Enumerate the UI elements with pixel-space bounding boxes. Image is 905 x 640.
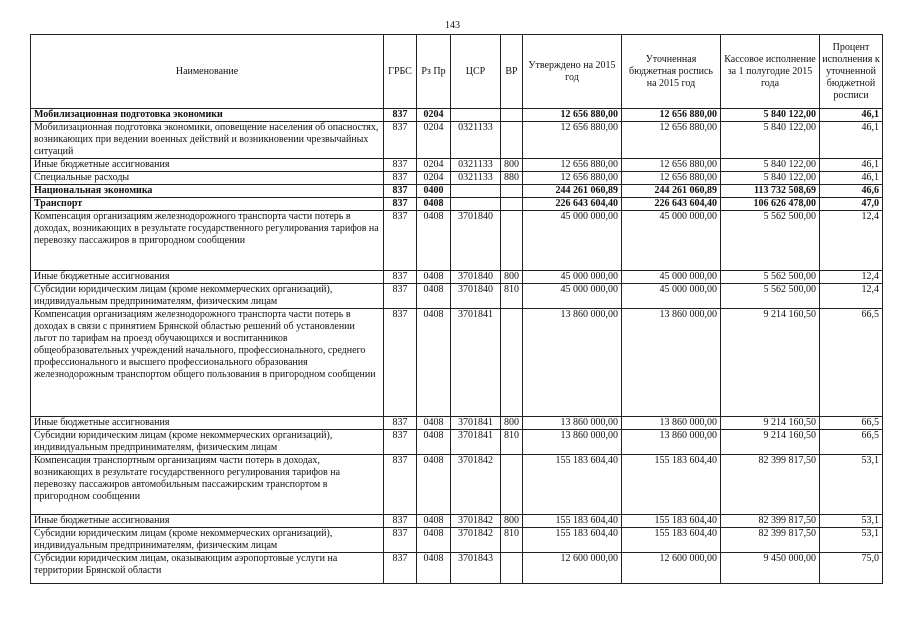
cell-rzpr: 0408 <box>417 211 451 271</box>
cell-name: Компенсация транспортным организациям части потерь в доходах, возникающих в результате государственного регулирования тарифов на перевозку пассажиров автомобильным пассажирским транспортом в пригородном сообщении <box>31 455 384 515</box>
cell-percent: 66,5 <box>820 309 883 417</box>
cell-percent: 46,1 <box>820 159 883 172</box>
cell-csr: 3701842 <box>451 528 501 553</box>
cell-vr: 880 <box>501 172 523 185</box>
cell-csr: 0321133 <box>451 172 501 185</box>
cell-vr <box>501 122 523 159</box>
cell-rzpr: 0204 <box>417 172 451 185</box>
cell-csr: 0321133 <box>451 159 501 172</box>
cell-percent: 46,1 <box>820 109 883 122</box>
header-rzpr: Рз Пр <box>417 35 451 109</box>
cell-rzpr: 0204 <box>417 109 451 122</box>
cell-percent: 12,4 <box>820 211 883 271</box>
table-body <box>31 109 883 584</box>
budget-table <box>30 34 883 584</box>
cell-cash: 9 450 000,00 <box>721 553 820 584</box>
cell-vr: 800 <box>501 271 523 284</box>
cell-grbs: 837 <box>384 284 417 309</box>
cell-name: Иные бюджетные ассигнования <box>31 417 384 430</box>
table-row <box>31 430 883 455</box>
cell-approved: 12 656 880,00 <box>523 172 622 185</box>
header-approved: Утверждено на 2015 год <box>523 35 622 109</box>
cell-percent: 53,1 <box>820 515 883 528</box>
cell-name: Иные бюджетные ассигнования <box>31 271 384 284</box>
cell-refined: 12 656 880,00 <box>622 122 721 159</box>
cell-refined: 12 656 880,00 <box>622 172 721 185</box>
cell-vr <box>501 309 523 417</box>
table-row <box>31 185 883 198</box>
cell-refined: 45 000 000,00 <box>622 271 721 284</box>
cell-percent: 46,1 <box>820 172 883 185</box>
header-refined: Уточненная бюджетная роспись на 2015 год <box>622 35 721 109</box>
cell-cash: 82 399 817,50 <box>721 515 820 528</box>
cell-rzpr: 0408 <box>417 455 451 515</box>
cell-csr <box>451 109 501 122</box>
cell-name: Субсидии юридическим лицам, оказывающим аэропортовые услуги на территории Брянской области <box>31 553 384 584</box>
table-row <box>31 211 883 271</box>
cell-cash: 5 562 500,00 <box>721 284 820 309</box>
cell-approved: 45 000 000,00 <box>523 211 622 271</box>
cell-percent: 66,5 <box>820 430 883 455</box>
cell-cash: 82 399 817,50 <box>721 455 820 515</box>
table-row <box>31 109 883 122</box>
cell-refined: 45 000 000,00 <box>622 284 721 309</box>
cell-name: Иные бюджетные ассигнования <box>31 515 384 528</box>
cell-rzpr: 0408 <box>417 309 451 417</box>
cell-rzpr: 0408 <box>417 271 451 284</box>
page-number: 143 <box>445 20 460 31</box>
cell-grbs: 837 <box>384 417 417 430</box>
header-csr: ЦСР <box>451 35 501 109</box>
cell-approved: 12 656 880,00 <box>523 109 622 122</box>
cell-approved: 45 000 000,00 <box>523 271 622 284</box>
cell-name: Компенсация организациям железнодорожного транспорта части потерь в доходах, возникающих в результате государственного регулирования тарифов на перевозку пассажиров в пригородном сообщении <box>31 211 384 271</box>
cell-csr: 0321133 <box>451 122 501 159</box>
cell-cash: 82 399 817,50 <box>721 528 820 553</box>
cell-refined: 13 860 000,00 <box>622 309 721 417</box>
table-row <box>31 455 883 515</box>
cell-csr: 3701840 <box>451 271 501 284</box>
cell-rzpr: 0408 <box>417 430 451 455</box>
cell-vr <box>501 185 523 198</box>
cell-name: Компенсация организациям железнодорожного транспорта части потерь в доходах в связи с принятием Брянской областью решений об установлении льгот по тарифам на проезд обучающихся и воспитанников общеобразовательных учреждений начального, профессионального, среднего профессионального и высшего профессионального образования железнодорожным транспортом общего пользования в пригородном сообщении <box>31 309 384 417</box>
cell-percent: 75,0 <box>820 553 883 584</box>
header-percent: Процент исполнения к уточненной бюджетной росписи <box>820 35 883 109</box>
table-row <box>31 515 883 528</box>
table-header-row <box>31 35 883 109</box>
cell-csr: 3701840 <box>451 284 501 309</box>
cell-approved: 12 600 000,00 <box>523 553 622 584</box>
cell-name: Мобилизационная подготовка экономики, оповещение населения об опасностях, возникающих при ведении военных действий и возникновении чрезвычайных ситуаций <box>31 122 384 159</box>
cell-rzpr: 0408 <box>417 198 451 211</box>
table-row <box>31 172 883 185</box>
cell-percent: 53,1 <box>820 455 883 515</box>
cell-vr: 800 <box>501 159 523 172</box>
cell-grbs: 837 <box>384 159 417 172</box>
cell-cash: 5 840 122,00 <box>721 172 820 185</box>
cell-approved: 12 656 880,00 <box>523 122 622 159</box>
cell-rzpr: 0408 <box>417 284 451 309</box>
cell-vr: 800 <box>501 417 523 430</box>
cell-percent: 12,4 <box>820 271 883 284</box>
cell-percent: 46,1 <box>820 122 883 159</box>
cell-grbs: 837 <box>384 211 417 271</box>
cell-rzpr: 0408 <box>417 528 451 553</box>
cell-name: Специальные расходы <box>31 172 384 185</box>
cell-vr: 810 <box>501 284 523 309</box>
cell-refined: 13 860 000,00 <box>622 430 721 455</box>
table-row <box>31 122 883 159</box>
cell-vr: 810 <box>501 430 523 455</box>
cell-approved: 155 183 604,40 <box>523 528 622 553</box>
cell-rzpr: 0400 <box>417 185 451 198</box>
cell-csr: 3701841 <box>451 430 501 455</box>
cell-refined: 45 000 000,00 <box>622 211 721 271</box>
cell-vr <box>501 455 523 515</box>
cell-vr: 800 <box>501 515 523 528</box>
cell-approved: 226 643 604,40 <box>523 198 622 211</box>
cell-cash: 5 840 122,00 <box>721 122 820 159</box>
cell-percent: 46,6 <box>820 185 883 198</box>
cell-csr: 3701842 <box>451 515 501 528</box>
cell-grbs: 837 <box>384 109 417 122</box>
cell-percent: 12,4 <box>820 284 883 309</box>
cell-refined: 226 643 604,40 <box>622 198 721 211</box>
table-row <box>31 309 883 417</box>
cell-refined: 12 600 000,00 <box>622 553 721 584</box>
cell-percent: 53,1 <box>820 528 883 553</box>
cell-approved: 13 860 000,00 <box>523 309 622 417</box>
cell-cash: 5 840 122,00 <box>721 109 820 122</box>
cell-grbs: 837 <box>384 309 417 417</box>
cell-cash: 5 562 500,00 <box>721 211 820 271</box>
cell-vr: 810 <box>501 528 523 553</box>
cell-csr: 3701840 <box>451 211 501 271</box>
cell-grbs: 837 <box>384 122 417 159</box>
header-vr: ВР <box>501 35 523 109</box>
cell-approved: 12 656 880,00 <box>523 159 622 172</box>
cell-name: Субсидии юридическим лицам (кроме некоммерческих организаций), индивидуальным предпринимателям, физическим лицам <box>31 528 384 553</box>
cell-grbs: 837 <box>384 515 417 528</box>
cell-rzpr: 0204 <box>417 122 451 159</box>
cell-refined: 155 183 604,40 <box>622 515 721 528</box>
cell-refined: 155 183 604,40 <box>622 455 721 515</box>
cell-grbs: 837 <box>384 553 417 584</box>
cell-name: Транспорт <box>31 198 384 211</box>
cell-approved: 244 261 060,89 <box>523 185 622 198</box>
cell-approved: 45 000 000,00 <box>523 284 622 309</box>
cell-name: Мобилизационная подготовка экономики <box>31 109 384 122</box>
cell-vr <box>501 109 523 122</box>
cell-grbs: 837 <box>384 455 417 515</box>
cell-refined: 12 656 880,00 <box>622 159 721 172</box>
cell-cash: 9 214 160,50 <box>721 430 820 455</box>
cell-grbs: 837 <box>384 271 417 284</box>
cell-rzpr: 0408 <box>417 515 451 528</box>
table-row <box>31 417 883 430</box>
cell-cash: 106 626 478,00 <box>721 198 820 211</box>
cell-name: Национальная экономика <box>31 185 384 198</box>
table-row <box>31 271 883 284</box>
header-cash: Кассовое исполнение за 1 полугодие 2015 года <box>721 35 820 109</box>
cell-approved: 13 860 000,00 <box>523 430 622 455</box>
table-row <box>31 159 883 172</box>
table-row <box>31 198 883 211</box>
cell-grbs: 837 <box>384 528 417 553</box>
cell-approved: 13 860 000,00 <box>523 417 622 430</box>
cell-cash: 9 214 160,50 <box>721 309 820 417</box>
cell-grbs: 837 <box>384 185 417 198</box>
cell-refined: 155 183 604,40 <box>622 528 721 553</box>
cell-refined: 12 656 880,00 <box>622 109 721 122</box>
cell-csr: 3701843 <box>451 553 501 584</box>
cell-rzpr: 0408 <box>417 553 451 584</box>
cell-cash: 5 840 122,00 <box>721 159 820 172</box>
cell-name: Субсидии юридическим лицам (кроме некоммерческих организаций), индивидуальным предпринимателям, физическим лицам <box>31 430 384 455</box>
cell-grbs: 837 <box>384 430 417 455</box>
cell-vr <box>501 553 523 584</box>
cell-vr <box>501 198 523 211</box>
table-row <box>31 528 883 553</box>
cell-name: Иные бюджетные ассигнования <box>31 159 384 172</box>
cell-csr <box>451 185 501 198</box>
cell-refined: 13 860 000,00 <box>622 417 721 430</box>
cell-approved: 155 183 604,40 <box>523 515 622 528</box>
cell-rzpr: 0204 <box>417 159 451 172</box>
cell-csr: 3701842 <box>451 455 501 515</box>
cell-refined: 244 261 060,89 <box>622 185 721 198</box>
cell-csr: 3701841 <box>451 417 501 430</box>
cell-percent: 47,0 <box>820 198 883 211</box>
cell-grbs: 837 <box>384 172 417 185</box>
cell-percent: 66,5 <box>820 417 883 430</box>
cell-rzpr: 0408 <box>417 417 451 430</box>
cell-csr <box>451 198 501 211</box>
table-row <box>31 553 883 584</box>
cell-cash: 9 214 160,50 <box>721 417 820 430</box>
header-name: Наименование <box>31 35 384 109</box>
cell-cash: 5 562 500,00 <box>721 271 820 284</box>
cell-grbs: 837 <box>384 198 417 211</box>
header-grbs: ГРБС <box>384 35 417 109</box>
cell-approved: 155 183 604,40 <box>523 455 622 515</box>
cell-name: Субсидии юридическим лицам (кроме некоммерческих организаций), индивидуальным предпринимателям, физическим лицам <box>31 284 384 309</box>
cell-csr: 3701841 <box>451 309 501 417</box>
cell-vr <box>501 211 523 271</box>
table-row <box>31 284 883 309</box>
cell-cash: 113 732 508,69 <box>721 185 820 198</box>
